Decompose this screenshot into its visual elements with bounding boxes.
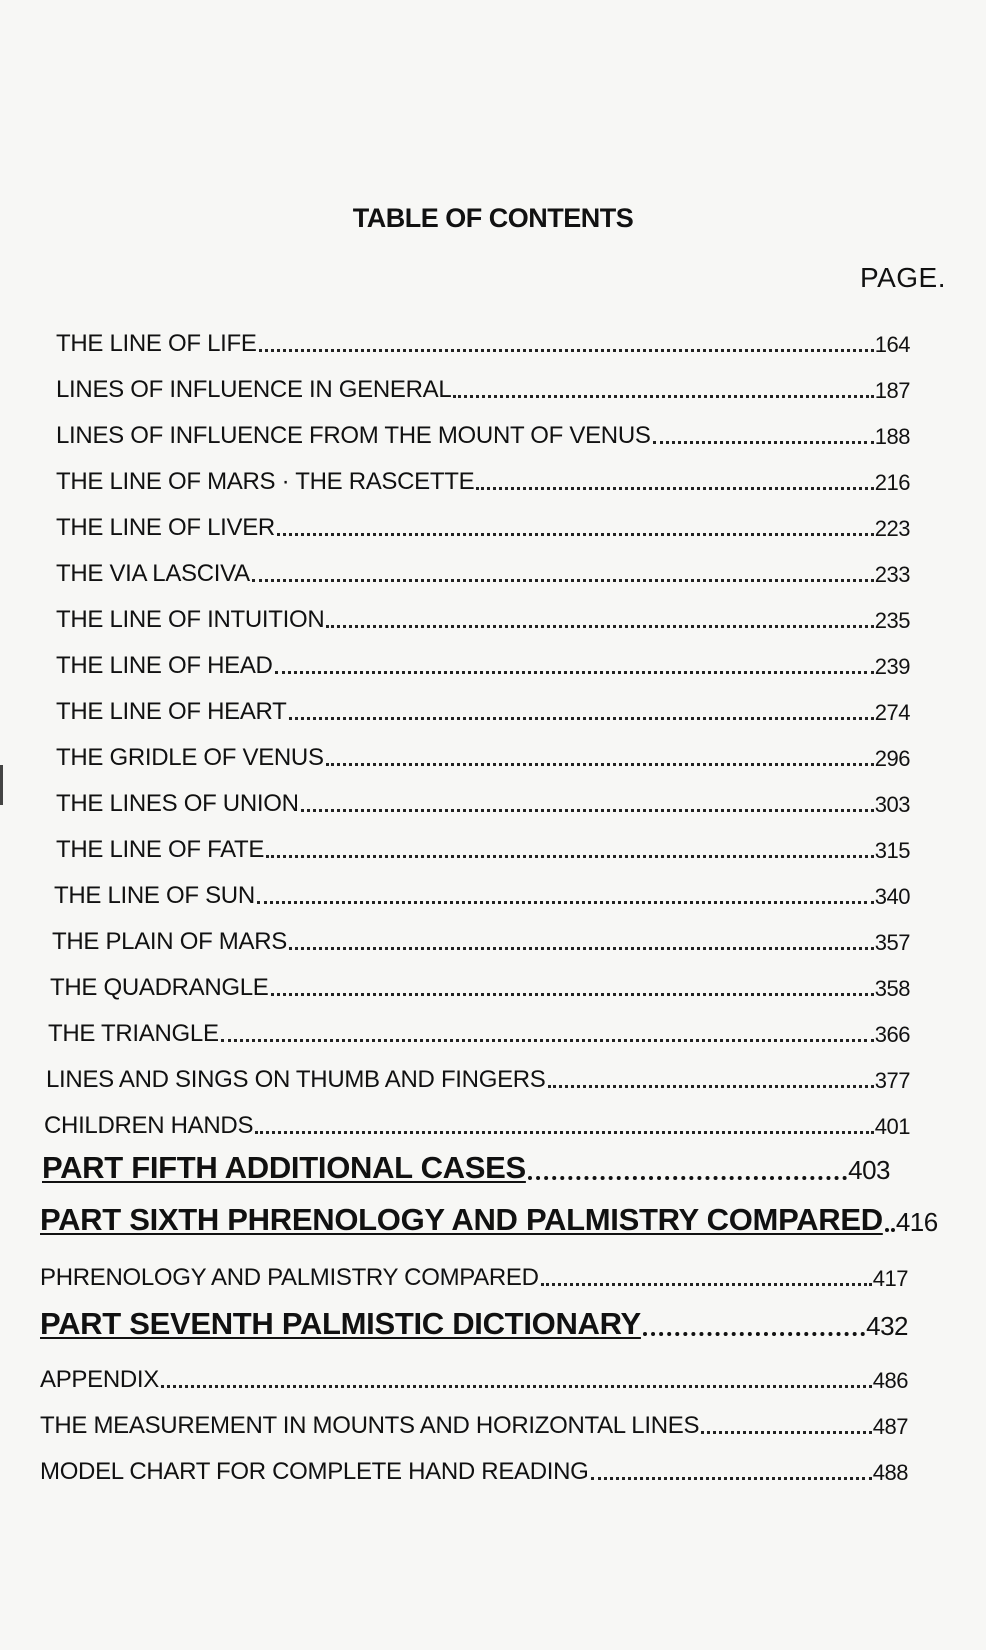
- dot-leader: [161, 1385, 872, 1388]
- dot-leader: [259, 349, 874, 352]
- toc-entry-page-number: 303: [874, 792, 910, 817]
- toc-part-heading: [42, 1146, 890, 1186]
- toc-entry-label: LINES OF INFLUENCE FROM THE MOUNT OF VENUS: [56, 422, 651, 449]
- dot-leader: [326, 763, 874, 766]
- dot-leader: [301, 809, 874, 812]
- toc-entry: [44, 1100, 910, 1140]
- dot-leader: [591, 1477, 872, 1480]
- toc-entry-page-number: 216: [874, 470, 910, 495]
- dot-leader: [885, 1228, 895, 1232]
- dot-leader: [275, 671, 874, 674]
- dot-leader: [326, 625, 873, 628]
- toc-entry-label: PART SIXTH PHRENOLOGY AND PALMISTRY COMPARED: [40, 1202, 883, 1237]
- toc-entry-label: THE TRIANGLE: [48, 1020, 219, 1047]
- toc-entry-page-number: 357: [874, 930, 910, 955]
- toc-entry-page-number: 358: [874, 976, 910, 1001]
- toc-entry-label: THE LINE OF HEAD: [56, 652, 273, 679]
- dot-leader: [221, 1039, 874, 1042]
- dot-leader: [453, 395, 873, 398]
- toc-entry-label: THE LINE OF FATE: [56, 836, 265, 863]
- toc-entry-page-number: 340: [874, 884, 910, 909]
- dot-leader: [541, 1283, 872, 1286]
- dot-leader: [548, 1085, 874, 1088]
- toc-entry-page-number: 403: [848, 1155, 890, 1185]
- toc-entry: [56, 318, 910, 358]
- page-title: TABLE OF CONTENTS: [352, 203, 634, 233]
- dot-leader: [257, 901, 874, 904]
- toc-part-heading: [40, 1302, 908, 1342]
- dot-leader: [476, 487, 873, 490]
- toc-entry: [56, 502, 910, 542]
- dot-leader: [528, 1176, 847, 1180]
- page-column-header: PAGE.: [859, 262, 946, 293]
- toc-entry-label: THE GRIDLE OF VENUS: [56, 744, 324, 771]
- toc-entry-page-number: 239: [874, 654, 910, 679]
- toc-entry-label: THE LINE OF INTUITION: [56, 606, 325, 633]
- toc-entry: [56, 824, 910, 864]
- toc-entry-page-number: 366: [874, 1022, 910, 1047]
- dot-leader: [252, 579, 874, 582]
- dot-leader: [266, 855, 874, 858]
- toc-entry: [56, 686, 910, 726]
- toc-entry-label: THE MEASUREMENT IN MOUNTS AND HORIZONTAL LINES: [40, 1412, 700, 1439]
- toc-entry-page-number: 377: [874, 1068, 910, 1093]
- toc-entry-page-number: 187: [874, 378, 910, 403]
- toc-entry-label: LINES OF INFLUENCE IN GENERAL: [56, 376, 452, 403]
- toc-entry-label: THE VIA LASCIVA: [56, 560, 250, 587]
- dot-leader: [701, 1431, 872, 1434]
- toc-entry-label: THE LINE OF HEART: [56, 698, 287, 725]
- toc-entry: [46, 1054, 910, 1094]
- toc-entry-label: LINES AND SINGS ON THUMB AND FINGERS: [46, 1066, 546, 1093]
- toc-entry: [56, 364, 910, 404]
- toc-entry-label: APPENDIX: [40, 1366, 159, 1393]
- toc-entry: [40, 1354, 908, 1394]
- page-edge-mark: [0, 765, 3, 805]
- dot-leader: [277, 533, 874, 536]
- toc-entry-page-number: 223: [874, 516, 910, 541]
- toc-entry-label: THE LINE OF LIVER: [56, 514, 275, 541]
- toc-entry: [56, 732, 910, 772]
- toc-entry-page-number: 487: [872, 1414, 908, 1439]
- toc-entry: [56, 548, 910, 588]
- toc-entry: [52, 916, 910, 956]
- toc-entry-page-number: 432: [866, 1311, 908, 1341]
- dot-leader: [271, 993, 874, 996]
- toc-entry: [54, 870, 910, 910]
- toc-entry-page-number: 486: [872, 1368, 908, 1393]
- dot-leader: [653, 441, 874, 444]
- toc-entry-label: THE LINE OF MARS · THE RASCETTE: [56, 468, 475, 495]
- dot-leader: [643, 1332, 865, 1336]
- toc-entry-label: THE PLAIN OF MARS: [52, 928, 287, 955]
- toc-entry: [56, 640, 910, 680]
- toc-entry-page-number: 164: [874, 332, 910, 357]
- toc-entry-label: THE LINE OF LIFE: [56, 330, 257, 357]
- toc-entry-page-number: 274: [874, 700, 910, 725]
- toc-entry-page-number: 488: [872, 1460, 908, 1485]
- toc-entry-label: CHILDREN HANDS: [44, 1112, 254, 1139]
- toc-entry-label: PHRENOLOGY AND PALMISTRY COMPARED: [40, 1264, 539, 1291]
- toc-entry: [40, 1400, 908, 1440]
- toc-entry: [40, 1252, 908, 1292]
- toc-entry-label: PART FIFTH ADDITIONAL CASES: [42, 1150, 526, 1185]
- toc-entry-label: MODEL CHART FOR COMPLETE HAND READING: [40, 1458, 589, 1485]
- dot-leader: [289, 947, 874, 950]
- toc-entry-page-number: 188: [874, 424, 910, 449]
- toc-entry-page-number: 401: [874, 1114, 910, 1139]
- dot-leader: [255, 1131, 874, 1134]
- toc-entry-page-number: 233: [874, 562, 910, 587]
- toc-entry: [56, 594, 910, 634]
- dot-leader: [289, 717, 874, 720]
- toc-entry-page-number: 296: [874, 746, 910, 771]
- toc-entry-label: PART SEVENTH PALMISTIC DICTIONARY: [40, 1306, 641, 1341]
- toc-entry-page-number: 416: [895, 1207, 938, 1237]
- toc-entry: [56, 778, 910, 818]
- toc-entry: [50, 962, 910, 1002]
- toc-entry: [40, 1446, 908, 1486]
- toc-entry-page-number: 315: [874, 838, 910, 863]
- toc-entry: [48, 1008, 910, 1048]
- toc-entry-label: THE LINES OF UNION: [56, 790, 299, 817]
- toc-entry-page-number: 235: [874, 608, 910, 633]
- toc-entry-label: THE QUADRANGLE: [50, 974, 269, 1001]
- toc-entry-label: THE LINE OF SUN: [54, 882, 255, 909]
- toc-entry-page-number: 417: [872, 1266, 908, 1291]
- toc-entry: [56, 410, 910, 450]
- toc-entry: [56, 456, 910, 496]
- toc-part-heading: [40, 1198, 938, 1238]
